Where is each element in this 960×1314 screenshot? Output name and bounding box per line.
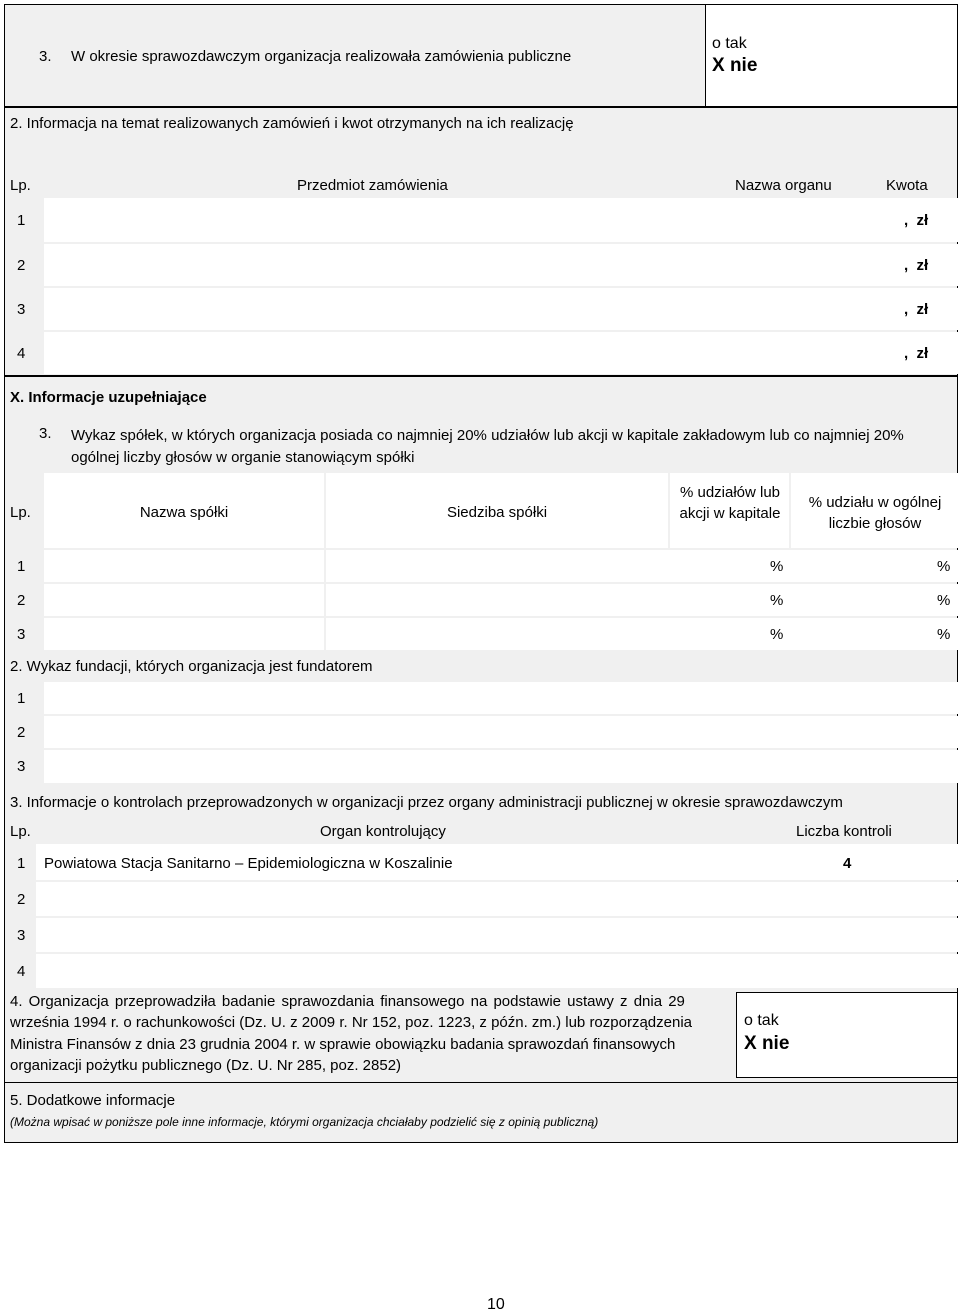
controls-header-lp: Lp. bbox=[10, 823, 31, 840]
controls-header-count: Liczba kontroli bbox=[796, 823, 892, 840]
foundations-title: 2. Wykaz fundacji, których organizacja jest fundatorem bbox=[10, 658, 373, 675]
public-procurement-option-no[interactable]: X nie bbox=[712, 55, 758, 76]
controls-row-2-input[interactable] bbox=[36, 882, 958, 916]
controls-row-4-input[interactable] bbox=[36, 954, 958, 988]
orders-header-organ: Nazwa organu bbox=[735, 177, 832, 194]
companies-header-lp: Lp. bbox=[10, 504, 31, 521]
orders-row-2-amount: , zł bbox=[904, 257, 929, 274]
foundations-row-2-lp: 2 bbox=[17, 724, 26, 741]
controls-row-2-lp: 2 bbox=[17, 891, 26, 908]
audit-question-line-3: Ministra Finansów z dnia 23 grudnia 2004 r. w sprawie obowiązku badania sprawozdań finansowych bbox=[10, 1036, 676, 1053]
companies-row-2-name[interactable] bbox=[44, 584, 324, 616]
orders-title: 2. Informacja na temat realizowanych zamówień i kwot otrzymanych na ich realizację bbox=[10, 115, 574, 132]
controls-title: 3. Informacje o kontrolach przeprowadzonych w organizacji przez organy administracji publicznej w okresie sprawozdawczym bbox=[10, 794, 843, 811]
companies-row-1-votes-pct: % bbox=[937, 558, 951, 575]
orders-row-4-lp: 4 bbox=[17, 345, 26, 362]
companies-row-3-seat[interactable] bbox=[326, 618, 958, 650]
audit-option-yes[interactable]: o tak bbox=[744, 1012, 779, 1029]
foundations-row-2-input[interactable] bbox=[44, 716, 958, 748]
companies-row-3-votes-pct: % bbox=[937, 626, 951, 643]
additional-info-note: (Można wpisać w poniższe pole inne informacje, którymi organizacja chciałaby podzielić się z opinią publiczną) bbox=[10, 1115, 599, 1129]
companies-question: Wykaz spółek, w których organizacja posiada co najmniej 20% udziałów lub akcji w kapitale zakładowym lub co najmniej 20% ogólnej liczby głosów w organie stanowiącym spółki bbox=[71, 427, 904, 466]
controls-header-organ: Organ kontrolujący bbox=[320, 823, 446, 840]
companies-row-2-shares-pct: % bbox=[770, 592, 784, 609]
controls-row-1-count: 4 bbox=[843, 855, 852, 872]
companies-header-name: Nazwa spółki bbox=[139, 504, 229, 521]
controls-row-4-lp: 4 bbox=[17, 963, 26, 980]
controls-row-3-lp: 3 bbox=[17, 927, 26, 944]
companies-row-1-name[interactable] bbox=[44, 550, 324, 582]
foundations-row-3-input[interactable] bbox=[44, 750, 958, 783]
orders-row-3-input[interactable] bbox=[44, 288, 958, 330]
orders-row-1-amount: , zł bbox=[904, 212, 929, 229]
companies-row-1-lp: 1 bbox=[17, 558, 26, 575]
controls-row-1-lp: 1 bbox=[17, 855, 26, 872]
public-procurement-question: W okresie sprawozdawczym organizacja realizowała zamówienia publiczne bbox=[71, 48, 572, 65]
audit-question-line-2: września 1994 r. o rachunkowości (Dz. U. z 2009 r. Nr 152, poz. 1223, z późn. zm.) lub rozporządzenia bbox=[10, 1014, 693, 1031]
foundations-row-1-lp: 1 bbox=[17, 690, 26, 707]
orders-header-subject: Przedmiot zamówienia bbox=[297, 177, 448, 194]
orders-row-2-input[interactable] bbox=[44, 244, 958, 286]
page-number: 10 bbox=[487, 1296, 505, 1313]
section-x-title: X. Informacje uzupełniające bbox=[10, 389, 207, 406]
controls-row-1-organ: Powiatowa Stacja Sanitarno – Epidemiologiczna w Koszalinie bbox=[44, 855, 453, 872]
foundations-row-3-lp: 3 bbox=[17, 758, 26, 775]
orders-row-4-amount: , zł bbox=[904, 345, 929, 362]
orders-row-3-lp: 3 bbox=[17, 301, 26, 318]
companies-row-2-lp: 2 bbox=[17, 592, 26, 609]
companies-row-3-lp: 3 bbox=[17, 626, 26, 643]
companies-row-2-seat[interactable] bbox=[326, 584, 958, 616]
orders-row-3-amount: , zł bbox=[904, 301, 929, 318]
orders-header-lp: Lp. bbox=[10, 177, 31, 194]
companies-row-2-votes-pct: % bbox=[937, 592, 951, 609]
orders-row-1-lp: 1 bbox=[17, 212, 26, 229]
public-procurement-option-yes[interactable]: o tak bbox=[712, 35, 747, 52]
orders-header-amount: Kwota bbox=[886, 177, 928, 194]
audit-question-line-4: organizacji pożytku publicznego (Dz. U. Nr 285, poz. 2852) bbox=[10, 1057, 402, 1074]
controls-row-3-input[interactable] bbox=[36, 918, 958, 952]
companies-header-seat: Siedziba spółki bbox=[446, 504, 548, 521]
orders-row-4-input[interactable] bbox=[44, 332, 958, 374]
companies-row-3-name[interactable] bbox=[44, 618, 324, 650]
companies-header-votes: % udziału w ogólnej liczbie głosów bbox=[808, 494, 942, 532]
companies-header-shares: % udziałów lub akcji w kapitale bbox=[679, 484, 781, 522]
additional-info-title: 5. Dodatkowe informacje bbox=[10, 1092, 176, 1109]
companies-row-1-shares-pct: % bbox=[770, 558, 784, 575]
foundations-row-1-input[interactable] bbox=[44, 682, 958, 714]
audit-question-line-1: 4. Organizacja przeprowadziła badanie sprawozdania finansowego na podstawie ustawy z dnia 29 bbox=[10, 993, 685, 1010]
public-procurement-number: 3. bbox=[39, 48, 52, 65]
companies-row-3-shares-pct: % bbox=[770, 626, 784, 643]
orders-row-2-lp: 2 bbox=[17, 257, 26, 274]
audit-option-no[interactable]: X nie bbox=[744, 1033, 790, 1054]
companies-row-1-seat[interactable] bbox=[326, 550, 958, 582]
orders-row-1-input[interactable] bbox=[44, 200, 958, 242]
companies-number: 3. bbox=[39, 425, 52, 442]
